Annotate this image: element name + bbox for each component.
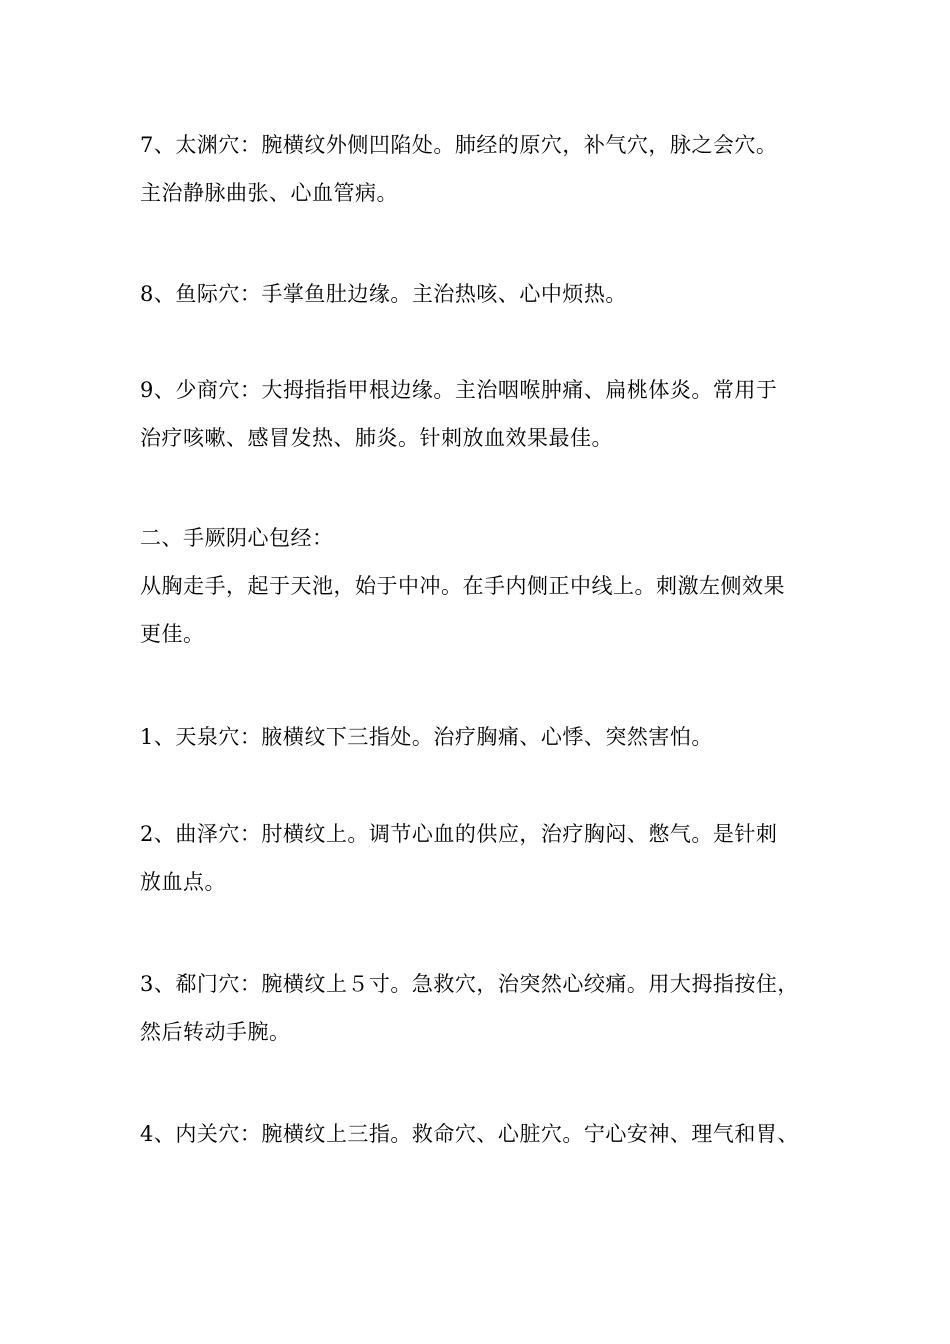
paragraph-tianquan xyxy=(140,713,820,761)
text-line: 更佳。 xyxy=(140,622,205,646)
paragraph-quze xyxy=(140,810,820,906)
text-line: 从胸走手，起于天池，始于中冲。在手内侧正中线上。刺激左侧效果 xyxy=(140,574,785,598)
paragraph-ximen xyxy=(140,960,820,1056)
paragraph-yuji xyxy=(140,270,820,318)
text-line: 2、曲泽穴：肘横纹上。调节心血的供应，治疗胸闷、憋气。是针刺 xyxy=(140,822,778,846)
text-line: 然后转动手腕。 xyxy=(140,1020,291,1044)
text-line: 9、少商穴：大拇指指甲根边缘。主治咽喉肿痛、扁桃体炎。常用于 xyxy=(140,378,778,402)
text-line: 放血点。 xyxy=(140,870,226,894)
text-line: 治疗咳嗽、感冒发热、肺炎。针刺放血效果最佳。 xyxy=(140,426,613,450)
text-line: 8、鱼际穴：手掌鱼肚边缘。主治热咳、心中烦热。 xyxy=(140,282,627,306)
paragraph-taiyuan xyxy=(140,121,820,217)
text-line: 4、内关穴：腕横纹上三指。救命穴、心脏穴。宁心安神、理气和胃、 xyxy=(140,1122,799,1146)
paragraph-neiguan xyxy=(140,1110,820,1158)
section-heading-pericardium-meridian xyxy=(140,514,820,658)
text-line: 3、郗门穴：腕横纹上５寸。急救穴，治突然心绞痛。用大拇指按住， xyxy=(140,972,799,996)
text-line: 7、太渊穴：腕横纹外侧凹陷处。肺经的原穴，补气穴，脉之会穴。 xyxy=(140,133,778,157)
section-heading: 二、手厥阴心包经： xyxy=(140,526,334,550)
text-line: 1、天泉穴：腋横纹下三指处。治疗胸痛、心悸、突然害怕。 xyxy=(140,725,713,749)
paragraph-shaoshang xyxy=(140,366,820,462)
text-line: 主治静脉曲张、心血管病。 xyxy=(140,181,398,205)
